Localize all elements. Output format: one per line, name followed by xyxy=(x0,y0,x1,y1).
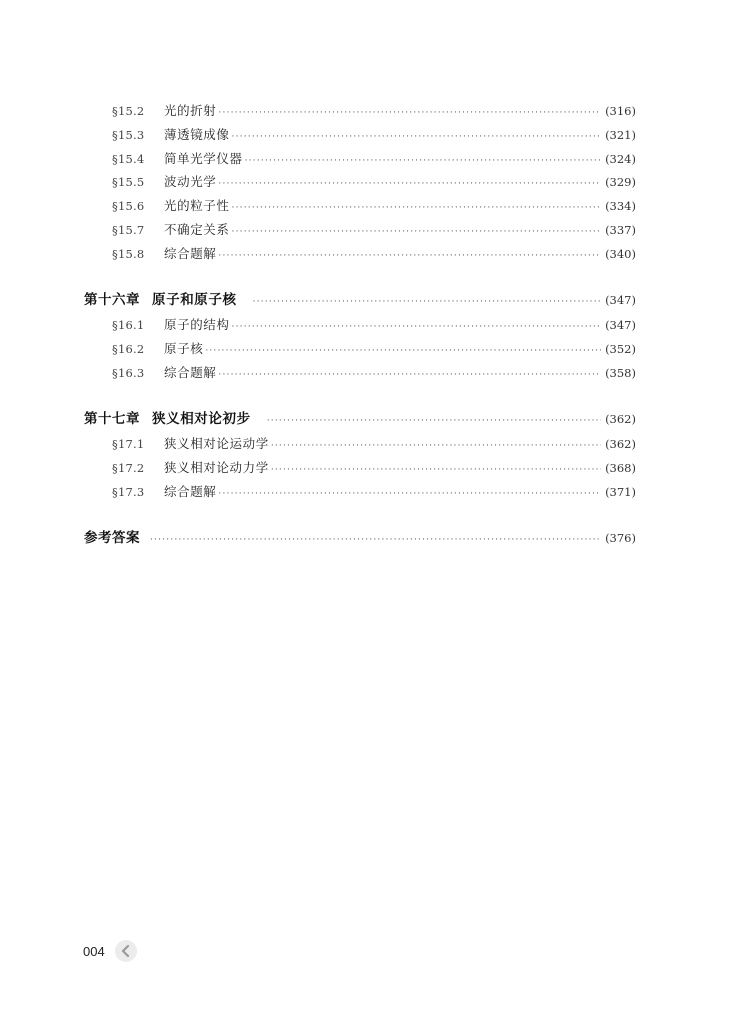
chapter-title: 原子和原子核 xyxy=(152,292,237,309)
section-title: 简单光学仪器 xyxy=(164,150,243,166)
dot-leader xyxy=(218,364,601,388)
dot-leader xyxy=(271,459,601,483)
toc-chapter-16[interactable] xyxy=(84,289,636,313)
section-number: §15.5 xyxy=(112,175,145,190)
page-reference: (321) xyxy=(605,127,636,142)
page-reference: (368) xyxy=(605,460,636,475)
section-number: §15.7 xyxy=(112,222,145,237)
page-reference: (347) xyxy=(605,293,636,308)
section-title: 光的折射 xyxy=(164,103,217,118)
section-number: §16.2 xyxy=(112,341,145,356)
chevron-left-icon[interactable] xyxy=(115,940,137,962)
toc-entry-17-2[interactable] xyxy=(84,456,636,480)
section-number: §16.3 xyxy=(112,365,145,380)
page-footer xyxy=(83,940,137,962)
toc-entry-15-5[interactable] xyxy=(84,170,636,194)
page-reference: (329) xyxy=(605,175,636,190)
section-number: §15.6 xyxy=(112,199,145,214)
section-title: 不确定关系 xyxy=(164,221,230,237)
dot-leader xyxy=(253,291,601,315)
section-title: 综合题解 xyxy=(164,364,217,380)
toc-entry-16-1[interactable] xyxy=(84,313,636,337)
footer-page-number: 004 xyxy=(83,943,105,959)
page-reference: (362) xyxy=(605,412,636,427)
dot-leader xyxy=(232,126,602,150)
page-reference: (358) xyxy=(605,365,636,380)
toc-entry-15-8[interactable] xyxy=(84,242,636,266)
page-reference: (371) xyxy=(605,484,636,499)
section-title: 光的粒子性 xyxy=(164,198,230,214)
section-number: §17.3 xyxy=(112,484,145,499)
table-of-contents xyxy=(84,99,636,551)
section-title: 原子的结构 xyxy=(164,317,230,333)
toc-entry-16-2[interactable] xyxy=(84,337,636,361)
toc-entry-15-7[interactable] xyxy=(84,218,636,242)
page-reference: (362) xyxy=(605,437,636,452)
section-number: §17.2 xyxy=(112,460,145,475)
section-number: §15.2 xyxy=(112,104,145,118)
dot-leader xyxy=(218,483,601,507)
dot-leader xyxy=(232,316,602,340)
spacer xyxy=(84,504,636,528)
page-reference: (337) xyxy=(605,222,636,237)
chapter-title: 狭义相对论初步 xyxy=(152,411,251,428)
page-reference: (334) xyxy=(605,199,636,214)
dot-leader xyxy=(245,150,601,174)
dot-leader xyxy=(218,102,601,126)
toc-entry-17-1[interactable] xyxy=(84,432,636,456)
section-title: 狭义相对论运动学 xyxy=(164,436,269,452)
dot-leader xyxy=(271,435,601,459)
answers-title: 参考答案 xyxy=(84,530,140,547)
section-title: 波动光学 xyxy=(164,174,217,190)
section-title: 薄透镜成像 xyxy=(164,126,230,142)
dot-leader xyxy=(232,221,602,245)
dot-leader xyxy=(232,197,602,221)
toc-entry-15-4[interactable] xyxy=(84,147,636,171)
page-reference: (340) xyxy=(605,246,636,261)
section-number: §15.4 xyxy=(112,151,145,166)
dot-leader xyxy=(267,410,601,434)
chapter-label: 第十七章 xyxy=(84,411,140,428)
section-title: 原子核 xyxy=(164,340,204,356)
spacer xyxy=(84,266,636,290)
toc-entry-15-2[interactable] xyxy=(84,99,636,123)
page-reference: (376) xyxy=(605,531,636,546)
spacer xyxy=(84,385,636,409)
toc-chapter-17[interactable] xyxy=(84,408,636,432)
dot-leader xyxy=(218,173,601,197)
section-title: 综合题解 xyxy=(164,245,217,261)
toc-entry-15-6[interactable] xyxy=(84,194,636,218)
page-reference: (347) xyxy=(605,318,636,333)
section-number: §17.1 xyxy=(112,437,145,452)
dot-leader xyxy=(205,340,601,364)
section-title: 综合题解 xyxy=(164,483,217,499)
page-reference: (324) xyxy=(605,151,636,166)
toc-answers[interactable] xyxy=(84,527,636,551)
dot-leader xyxy=(218,245,601,269)
section-number: §16.1 xyxy=(112,318,145,333)
toc-entry-16-3[interactable] xyxy=(84,361,636,385)
section-number: §15.3 xyxy=(112,127,145,142)
chapter-label: 第十六章 xyxy=(84,292,140,309)
dot-leader xyxy=(150,529,601,553)
page-reference: (352) xyxy=(605,341,636,356)
section-number: §15.8 xyxy=(112,246,145,261)
toc-entry-17-3[interactable] xyxy=(84,480,636,504)
toc-entry-15-3[interactable] xyxy=(84,123,636,147)
page-reference: (316) xyxy=(605,104,636,118)
section-title: 狭义相对论动力学 xyxy=(164,459,269,475)
